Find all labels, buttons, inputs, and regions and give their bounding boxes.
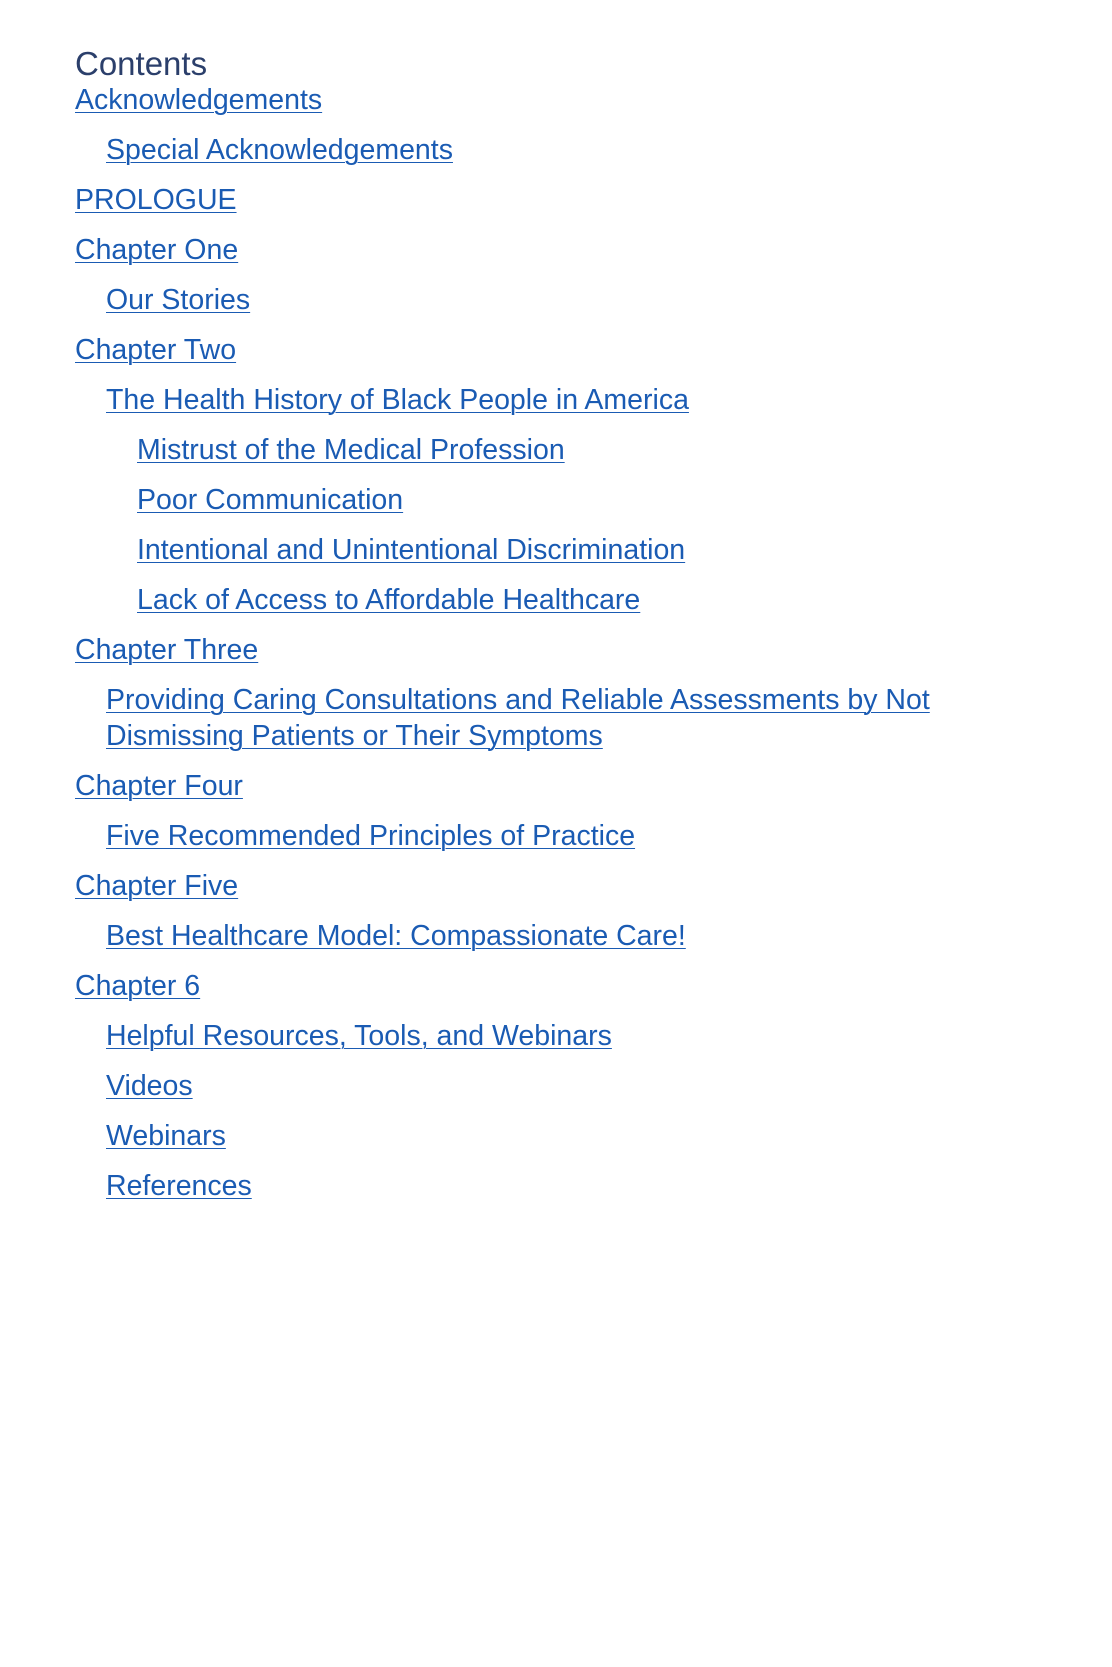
toc-entry [0,332,1052,368]
toc-link-chapter-five[interactable]: Chapter Five [75,870,239,902]
toc-entry [0,1018,1052,1054]
toc-link-mistrust[interactable]: Mistrust of the Medical Profession [137,434,565,466]
toc-link-chapter-one[interactable]: Chapter One [75,234,239,266]
toc-link-acknowledgements[interactable]: Acknowledgements [75,84,323,116]
toc-link-helpful-resources[interactable]: Helpful Resources, Tools, and Webinars [106,1020,612,1052]
toc-entry [0,182,1052,218]
toc-entry [0,918,1052,954]
toc-link-references[interactable]: References [106,1170,252,1202]
toc-link-five-principles[interactable]: Five Recommended Principles of Practice [106,820,636,852]
toc-entry [0,968,1052,1004]
toc-entry [0,232,1052,268]
toc-link-chapter-four[interactable]: Chapter Four [75,770,243,802]
toc-title: Contents [75,45,208,82]
toc-link-special-acknowledgements[interactable]: Special Acknowledgements [106,134,453,166]
toc-entry [0,82,1052,118]
toc-entry [0,532,1052,568]
toc-entry [0,582,1052,618]
toc-link-lack-of-access[interactable]: Lack of Access to Affordable Healthcare [137,584,641,616]
toc-entry [0,282,1052,318]
toc-link-best-healthcare-model[interactable]: Best Healthcare Model: Compassionate Care! [106,920,686,952]
toc-entry [0,632,1052,668]
toc-entry [0,132,1052,168]
toc-link-poor-communication[interactable]: Poor Communication [137,484,404,516]
toc-link-videos[interactable]: Videos [106,1070,193,1102]
toc-link-webinars[interactable]: Webinars [106,1120,226,1152]
toc-entry [0,482,1052,518]
toc-link-chapter-two[interactable]: Chapter Two [75,334,237,366]
toc-entry [0,432,1052,468]
toc-link-caring-consultations[interactable]: Providing Caring Consultations and Reliable Assessments by Not Dismissing Patients or Their Symptoms [106,684,930,752]
toc-link-discrimination[interactable]: Intentional and Unintentional Discrimination [137,534,686,566]
toc-link-chapter-three[interactable]: Chapter Three [75,634,259,666]
toc-link-prologue[interactable]: PROLOGUE [75,184,237,216]
toc-link-health-history[interactable]: The Health History of Black People in America [106,384,689,416]
toc-link-our-stories[interactable]: Our Stories [106,284,251,316]
toc-entry [0,1068,1052,1104]
toc-entry [0,1118,1052,1154]
toc-entry [0,768,1052,804]
toc-entry [0,1168,1052,1204]
toc-entry [0,818,1052,854]
toc-entry [0,868,1052,904]
toc-entry [0,682,1052,754]
toc-link-chapter-6[interactable]: Chapter 6 [75,970,201,1002]
toc-entry [0,382,1052,418]
